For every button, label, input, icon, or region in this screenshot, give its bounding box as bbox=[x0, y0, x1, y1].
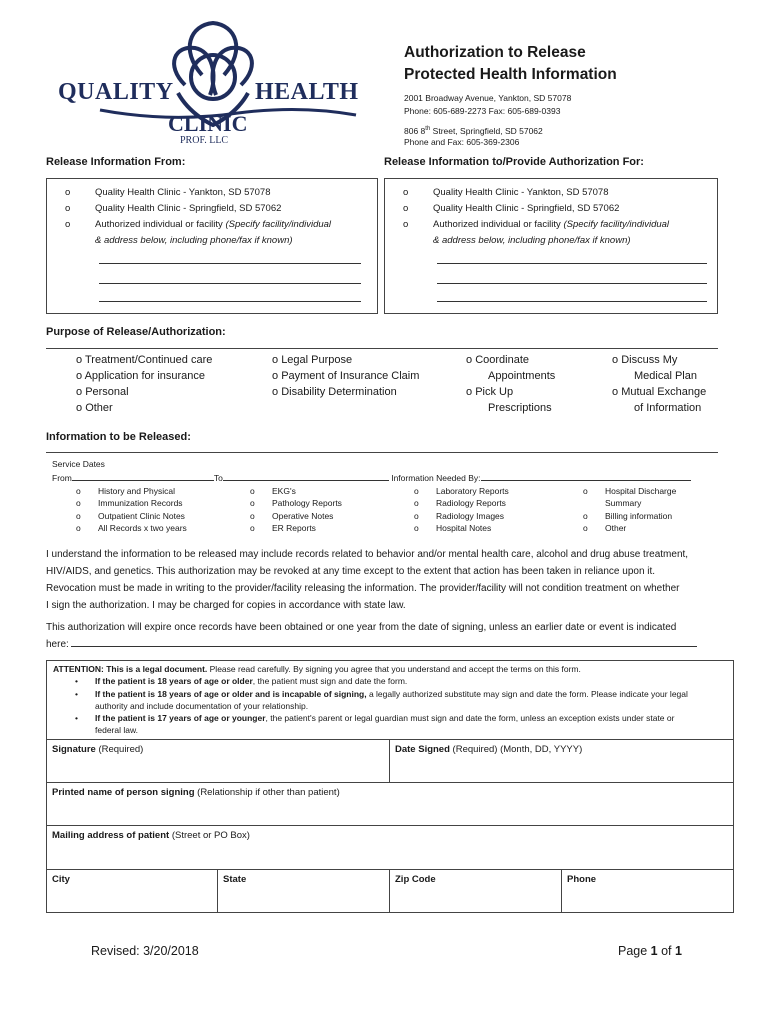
revised-date: Revised: 3/20/2018 bbox=[91, 944, 199, 958]
purpose-box: o Treatment/Continued care o Application for insurance o Personal o Other o Legal Purpose o Payment of Insurance Claim o Disability Determination o Coordinate Appointments o Pick Up Prescriptions o Discuss My Medical Plan o Mutual Exchange of Information bbox=[46, 348, 718, 416]
from-field[interactable] bbox=[72, 471, 214, 481]
release-from-line-2[interactable] bbox=[99, 269, 361, 284]
purpose-pickup[interactable]: o Pick Up bbox=[466, 386, 514, 398]
info-radiology-images[interactable]: o Radiology Images bbox=[414, 510, 505, 521]
info-other[interactable]: o Other bbox=[583, 522, 627, 533]
release-to-heading: Release Information to/Provide Authorization For: bbox=[384, 156, 644, 168]
state-field[interactable]: State bbox=[217, 869, 390, 913]
info-operative[interactable]: o Operative Notes bbox=[250, 510, 334, 521]
release-from-line-1[interactable] bbox=[99, 249, 361, 264]
needed-by-field[interactable] bbox=[481, 471, 691, 481]
phone-springfield: Phone and Fax: 605-369-2306 bbox=[404, 137, 520, 147]
info-er[interactable]: o ER Reports bbox=[250, 522, 316, 533]
info-heading: Information to be Released: bbox=[46, 431, 191, 443]
purpose-payment[interactable]: o Payment of Insurance Claim bbox=[272, 370, 420, 382]
expiration-paragraph: This authorization will expire once records have been obtained or one year from the date of signing, unless an earlier date or event is indicated here: bbox=[46, 619, 736, 653]
from-label: From bbox=[52, 473, 72, 483]
release-to-line-1[interactable] bbox=[437, 249, 707, 264]
expiration-field[interactable] bbox=[71, 636, 697, 647]
release-from-heading: Release Information From: bbox=[46, 156, 186, 168]
info-history[interactable]: o History and Physical bbox=[76, 486, 176, 496]
logo-clinic: CLINIC bbox=[168, 111, 248, 136]
date-signed-field[interactable]: Date Signed (Required) (Month, DD, YYYY) bbox=[389, 739, 734, 783]
info-ekg[interactable]: o EKG's bbox=[250, 486, 296, 496]
page-number: Page 1 of 1 bbox=[618, 944, 682, 958]
city-field[interactable]: City bbox=[46, 869, 218, 913]
purpose-discuss[interactable]: o Discuss My bbox=[612, 354, 678, 366]
mailing-address-field[interactable]: Mailing address of patient (Street or PO Box) bbox=[46, 825, 734, 870]
info-outpatient[interactable]: o Outpatient Clinic Notes bbox=[76, 510, 185, 521]
purpose-other[interactable]: o Other bbox=[76, 402, 113, 414]
purpose-mutual[interactable]: o Mutual Exchange bbox=[612, 386, 707, 398]
release-to-option-springfield[interactable]: o Quality Health Clinic - Springfield, SD 57062 bbox=[403, 203, 620, 214]
bullet-dot: • bbox=[75, 676, 78, 687]
logo-prof: PROF. LLC bbox=[180, 135, 229, 146]
info-billing[interactable]: o Billing information bbox=[583, 510, 673, 521]
release-to-box bbox=[384, 178, 718, 314]
release-from-option-other[interactable]: o Authorized individual or facility (Specify facility/individual bbox=[65, 219, 332, 230]
logo-health: HEALTH bbox=[255, 79, 359, 105]
logo-quality: QUALITY bbox=[58, 79, 174, 105]
release-to-line-2[interactable] bbox=[437, 269, 707, 284]
address-springfield: 806 8th Street, Springfield, SD 57062 bbox=[404, 125, 543, 136]
signature-field[interactable]: Signature (Required) bbox=[46, 739, 390, 783]
bullet-dot: • bbox=[75, 688, 78, 699]
info-discharge[interactable]: o Hospital Discharge bbox=[583, 486, 677, 496]
disclosure-paragraph: I understand the information to be released may include records related to behavior and/or mental health care, alcohol and drug abuse treatment, HIV/AIDS, and genetics. This authorization may be revoked at any time except to the extent that action has been taken in reliance upon it. Revocation must be made in writing to the provider/facility releasing the information. The provider/facility will not condition treatment on whether I sign the authorization. I may be charged for copies in accordance with state law. bbox=[46, 549, 689, 611]
release-to-note: & address below, including phone/fax if known) bbox=[433, 235, 631, 246]
purpose-legal[interactable]: o Legal Purpose bbox=[272, 354, 353, 366]
release-from-line-3[interactable] bbox=[99, 287, 361, 302]
info-immunization[interactable]: o Immunization Records bbox=[76, 498, 183, 509]
info-all-records[interactable]: o All Records x two years bbox=[76, 522, 187, 533]
form-title-line1: Authorization to Release bbox=[404, 44, 586, 61]
service-dates-label: Service Dates bbox=[52, 459, 105, 469]
to-label: To bbox=[213, 473, 223, 483]
phone-field[interactable]: Phone bbox=[561, 869, 734, 913]
purpose-coordinate[interactable]: o Coordinate bbox=[466, 354, 530, 366]
purpose-disability[interactable]: o Disability Determination bbox=[272, 386, 397, 398]
release-from-option-yankton[interactable]: o Quality Health Clinic - Yankton, SD 57078 bbox=[65, 187, 271, 198]
form-title-line2: Protected Health Information bbox=[404, 66, 617, 83]
address-yankton: 2001 Broadway Avenue, Yankton, SD 57078 bbox=[404, 93, 572, 103]
info-box: Service Dates From To Information Needed By: o History and Physical o Immunization Records o Outpatient Clinic Notes o All Records x two years o EKG's o Pathology Reports o Operative Notes o ER Reports o Laboratory Reports o Radiology Reports o Radiology Images o Hospital Notes o Hospital Discharge Summary o Billing information o Other bbox=[46, 452, 718, 536]
release-to-option-yankton[interactable]: o Quality Health Clinic - Yankton, SD 57078 bbox=[403, 187, 609, 198]
purpose-heading: Purpose of Release/Authorization: bbox=[46, 326, 226, 338]
info-radiology-reports[interactable]: o Radiology Reports bbox=[414, 498, 506, 509]
release-to-line-3[interactable] bbox=[437, 287, 707, 302]
zip-code-field[interactable]: Zip Code bbox=[389, 869, 562, 913]
purpose-treatment[interactable]: o Treatment/Continued care bbox=[76, 354, 213, 366]
attention-text: ATTENTION: This is a legal document. Please read carefully. By signing you agree that you understand and accept the terms on this form. bbox=[53, 664, 581, 674]
purpose-personal[interactable]: o Personal bbox=[76, 386, 129, 398]
release-from-box bbox=[46, 178, 378, 314]
release-to-option-other[interactable]: o Authorized individual or facility (Specify facility/individual bbox=[403, 219, 670, 230]
printed-name-field[interactable]: Printed name of person signing (Relationship if other than patient) bbox=[46, 782, 734, 826]
info-laboratory[interactable]: o Laboratory Reports bbox=[414, 486, 509, 496]
info-pathology[interactable]: o Pathology Reports bbox=[250, 498, 342, 509]
info-hospital-notes[interactable]: o Hospital Notes bbox=[414, 522, 492, 533]
to-field[interactable] bbox=[223, 471, 389, 481]
needed-by-label: Information Needed By: bbox=[391, 473, 481, 483]
bullet-dot: • bbox=[75, 713, 78, 724]
release-from-option-springfield[interactable]: o Quality Health Clinic - Springfield, SD 57062 bbox=[65, 203, 282, 214]
clinic-logo bbox=[50, 15, 360, 150]
purpose-insurance[interactable]: o Application for insurance bbox=[76, 370, 206, 382]
release-from-note: & address below, including phone/fax if known) bbox=[95, 235, 293, 246]
phone-yankton: Phone: 605-689-2273 Fax: 605-689-0393 bbox=[404, 106, 561, 116]
attention-box: ATTENTION: This is a legal document. Please read carefully. By signing you agree that you understand and accept the terms on this form. • If the patient is 18 years of age or older, the patient must sign and date the form. • If the patient is 18 years of age or older and is incapable of signing, a legally authorized substitute may sign and date the form. Please indicate your legal authority and include documentation of your relationship. • If the patient is 17 years of age or younger, the patient's parent or legal guardian must sign and date the form, unless an exception exists under state or federal law. bbox=[46, 660, 734, 740]
